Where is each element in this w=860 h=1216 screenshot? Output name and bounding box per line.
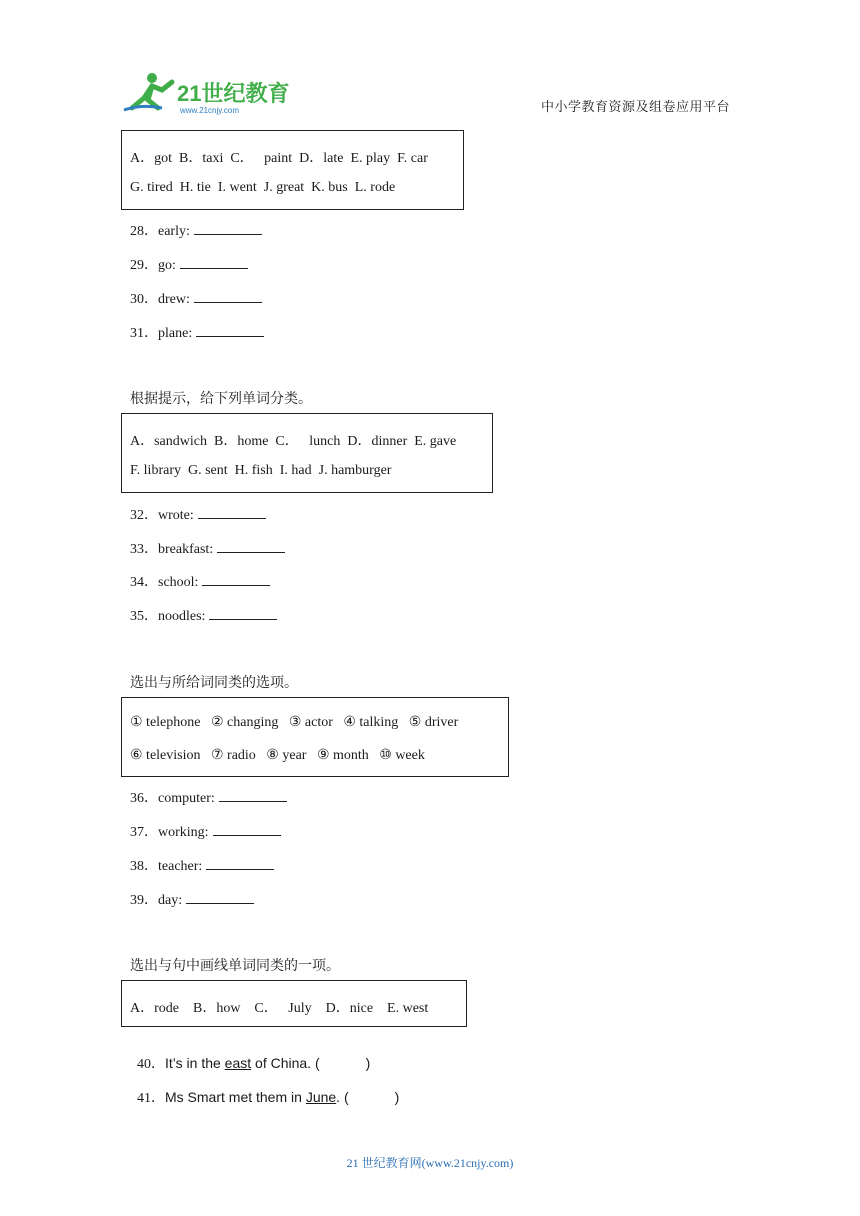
section-2-instruction: 根据提示，给下列单词分类。	[130, 391, 312, 407]
question-number: 34．	[130, 575, 158, 590]
word-bank-line-1: A．got B．taxi C． paint D．late E. play F. car	[130, 151, 428, 166]
page-footer: 21 世纪教育网(www.21cnjy.com)	[346, 1156, 514, 1170]
question-number: 39．	[130, 893, 158, 908]
word-bank-box-2	[121, 413, 493, 493]
answer-blank[interactable]	[209, 607, 277, 620]
sentence-text: Ms Smart met them in	[165, 1089, 306, 1105]
question-29	[130, 254, 248, 274]
word-bank-line-2: ⑥ television ⑦ radio ⑧ year ⑨ month ⑩ week	[130, 748, 425, 763]
word-bank-line-1: ① telephone ② changing ③ actor ④ talking ⑤ driver	[130, 715, 459, 730]
question-number: 33．	[130, 542, 158, 557]
answer-blank[interactable]	[194, 290, 262, 303]
question-39	[130, 889, 254, 909]
section-3-instruction: 选出与所给词同类的选项。	[130, 675, 298, 691]
question-number: 31．	[130, 326, 158, 341]
question-30	[130, 288, 262, 308]
answer-blank[interactable]	[219, 789, 287, 802]
underlined-word: east	[224, 1055, 252, 1071]
question-word: computer:	[158, 791, 215, 806]
logo	[122, 68, 292, 118]
question-number: 38．	[130, 859, 158, 874]
word-bank-line-2: F. library G. sent H. fish I. had J. hamburger	[130, 463, 392, 478]
question-number: 40．	[137, 1057, 165, 1072]
question-31	[130, 322, 264, 342]
answer-blank[interactable]	[186, 891, 254, 904]
question-36	[130, 787, 287, 807]
sentence-text: of China. (	[251, 1055, 320, 1071]
bracket-close: )	[394, 1089, 400, 1105]
question-word: noodles:	[158, 609, 206, 624]
question-word: plane:	[158, 326, 193, 341]
word-bank-box-4	[121, 980, 467, 1027]
word-bank-line-1: A．sandwich B．home C． lunch D．dinner E. gave	[130, 434, 457, 449]
question-38	[130, 855, 274, 875]
logo-text: 21世纪教育	[177, 81, 290, 106]
question-number: 35．	[130, 609, 158, 624]
question-word: go:	[158, 258, 176, 273]
question-number: 37．	[130, 825, 158, 840]
underlined-word: June	[305, 1089, 337, 1105]
page-header	[0, 0, 860, 125]
question-word: working:	[158, 825, 209, 840]
question-33	[130, 538, 285, 558]
word-bank-line-2: G. tired H. tie I. went J. great K. bus L. rode	[130, 180, 396, 195]
question-34	[130, 571, 270, 591]
question-35	[130, 605, 277, 625]
word-bank-box-1	[121, 130, 464, 210]
question-28	[130, 220, 262, 240]
logo-subtext: www.21cnjy.com	[180, 106, 239, 115]
question-word: teacher:	[158, 859, 203, 874]
sentence-text: . (	[336, 1089, 349, 1105]
answer-blank[interactable]	[202, 573, 270, 586]
question-word: wrote:	[158, 508, 194, 523]
answer-blank[interactable]	[206, 857, 274, 870]
question-37	[130, 821, 281, 841]
sentence-text: It’s in the	[165, 1055, 225, 1071]
question-word: school:	[158, 575, 199, 590]
logo-icon	[122, 68, 292, 118]
question-32	[130, 504, 266, 524]
question-number: 41．	[137, 1091, 165, 1106]
word-bank-line-1: A．rode B．how C． July D．nice E. west	[130, 1001, 429, 1016]
question-word: day:	[158, 893, 183, 908]
question-41	[130, 1071, 399, 1107]
answer-blank[interactable]	[196, 324, 264, 337]
question-word: drew:	[158, 292, 190, 307]
word-bank-box-3	[121, 697, 509, 777]
answer-blank[interactable]	[217, 540, 285, 553]
answer-blank[interactable]	[213, 823, 281, 836]
section-4-instruction: 选出与句中画线单词同类的一项。	[130, 958, 340, 974]
answer-blank[interactable]	[198, 506, 266, 519]
bracket-close: )	[365, 1055, 371, 1071]
header-platform-text: 中小学教育资源及组卷应用平台	[540, 100, 730, 115]
question-number: 36．	[130, 791, 158, 806]
question-number: 29．	[130, 258, 158, 273]
question-word: breakfast:	[158, 542, 214, 557]
question-number: 32．	[130, 508, 158, 523]
question-number: 28．	[130, 224, 158, 239]
answer-blank[interactable]	[180, 256, 248, 269]
question-40	[130, 1037, 370, 1073]
question-number: 30．	[130, 292, 158, 307]
answer-blank[interactable]	[194, 222, 262, 235]
question-word: early:	[158, 224, 190, 239]
